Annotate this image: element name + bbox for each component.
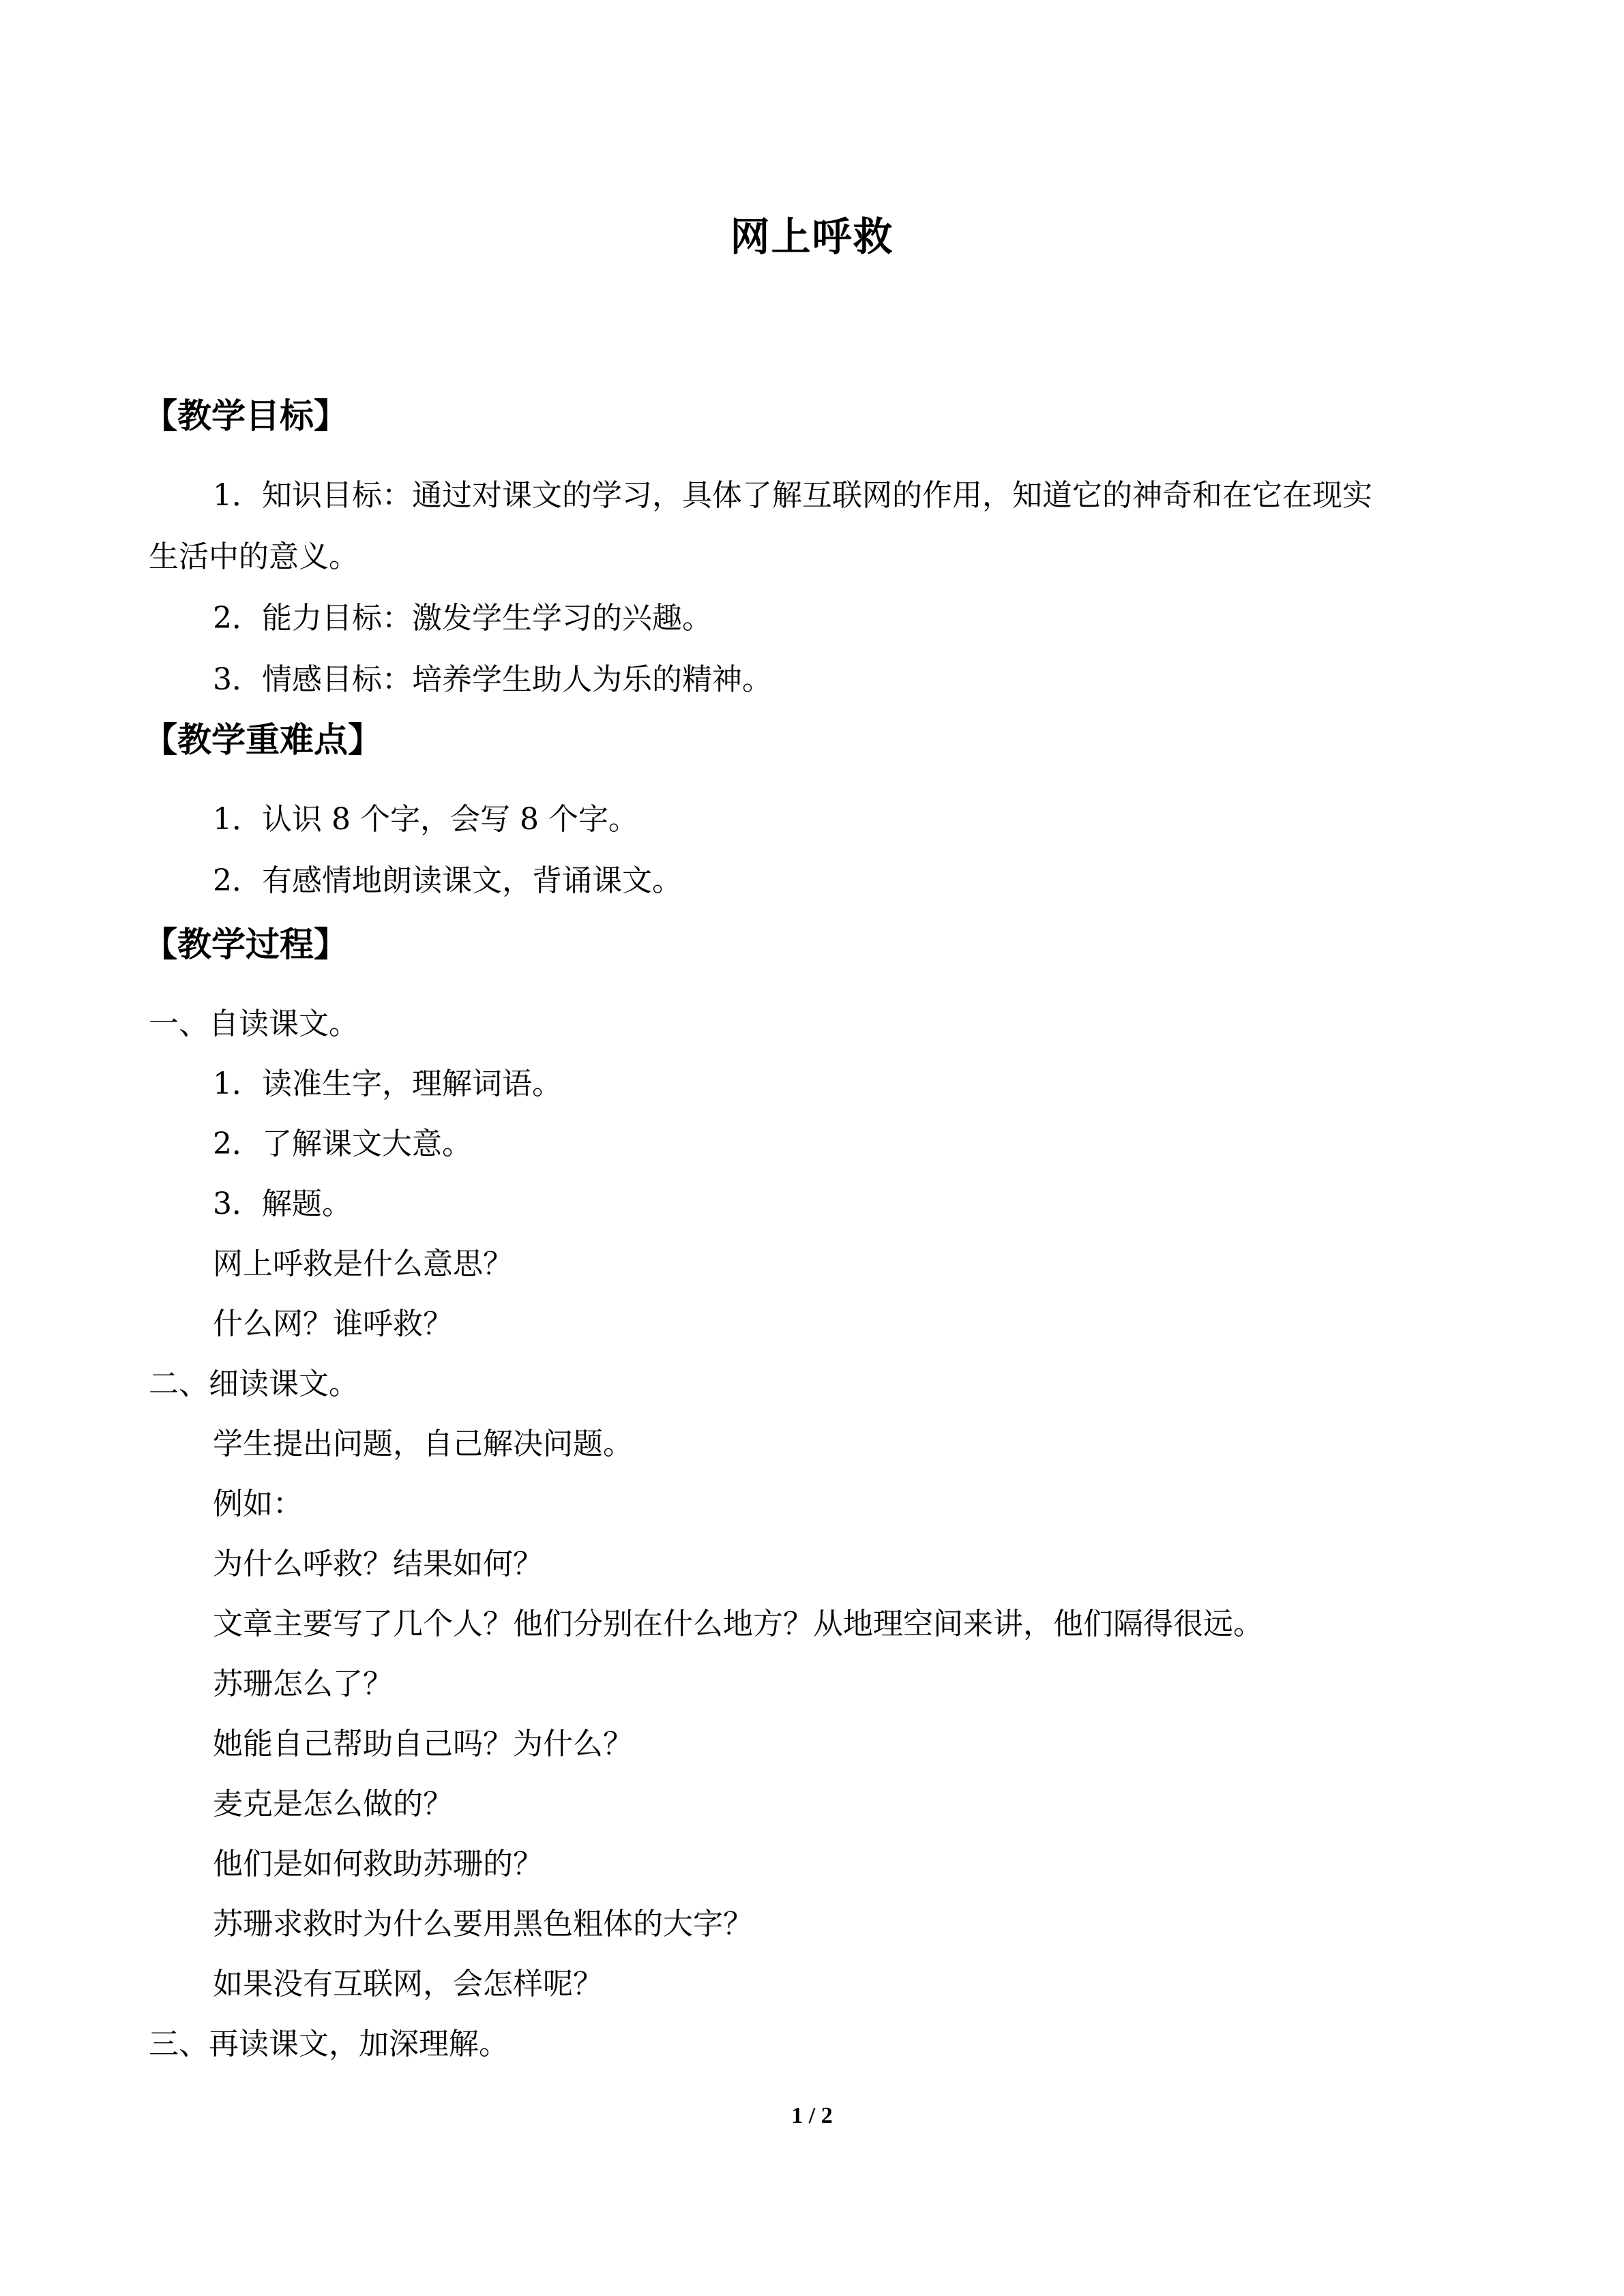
- process-step-2-line: 她能自己帮助自己吗？为什么？: [213, 1727, 633, 1761]
- objective-item-3: 3．情感目标：培养学生助人为乐的精神。: [213, 662, 772, 697]
- objective-item-1-line-1: 1．知识目标：通过对课文的学习，具体了解互联网的作用，知道它的神奇和在它在现实: [213, 478, 1372, 513]
- process-step-2-line: 例如：: [213, 1487, 303, 1521]
- process-step-2-line: 为什么呼救？结果如何？: [213, 1547, 543, 1581]
- process-step-1-line: 网上呼救是什么意思？: [213, 1247, 513, 1281]
- process-step-2-line: 苏珊怎么了？: [213, 1667, 393, 1701]
- section-heading-process: 【教学过程】: [143, 925, 348, 964]
- process-step-2-line: 如果没有互联网，会怎样呢？: [213, 1967, 603, 2001]
- process-step-1-line: 1．读准生字，理解词语。: [213, 1067, 562, 1101]
- page-title: 网上呼救: [730, 213, 894, 260]
- objective-item-2: 2．能力目标：激发学生学习的兴趣。: [213, 601, 712, 636]
- process-step-2-line: 麦克是怎么做的？: [213, 1787, 453, 1821]
- key-point-item-2: 2．有感情地朗读课文，背诵课文。: [213, 863, 682, 898]
- process-step-2-line: 苏珊求救时为什么要用黑色粗体的大字？: [213, 1907, 753, 1941]
- process-step-2-line: 学生提出问题，自己解决问题。: [213, 1427, 633, 1461]
- process-step-2-line: 他们是如何救助苏珊的？: [213, 1847, 543, 1881]
- section-heading-key-points: 【教学重难点】: [143, 720, 382, 760]
- process-step-1-line: 什么网？谁呼救？: [213, 1307, 453, 1341]
- process-step-2-title: 二、细读课文。: [149, 1367, 359, 1401]
- process-step-2-line: 文章主要写了几个人？他们分别在什么地方？从地理空间来讲，他们隔得很远。: [213, 1607, 1263, 1641]
- process-step-1-title: 一、自读课文。: [149, 1007, 359, 1041]
- key-point-item-1: 1．认识 8 个字，会写 8 个字。: [213, 802, 638, 837]
- process-step-1-line: 2．了解课文大意。: [213, 1127, 472, 1161]
- objective-item-1-line-2: 生活中的意义。: [149, 539, 359, 574]
- process-step-3-title: 三、再读课文，加深理解。: [149, 2027, 509, 2061]
- page-number: 1 / 2: [791, 2103, 833, 2128]
- process-step-1-line: 3．解题。: [213, 1187, 352, 1221]
- section-heading-objectives: 【教学目标】: [143, 396, 348, 436]
